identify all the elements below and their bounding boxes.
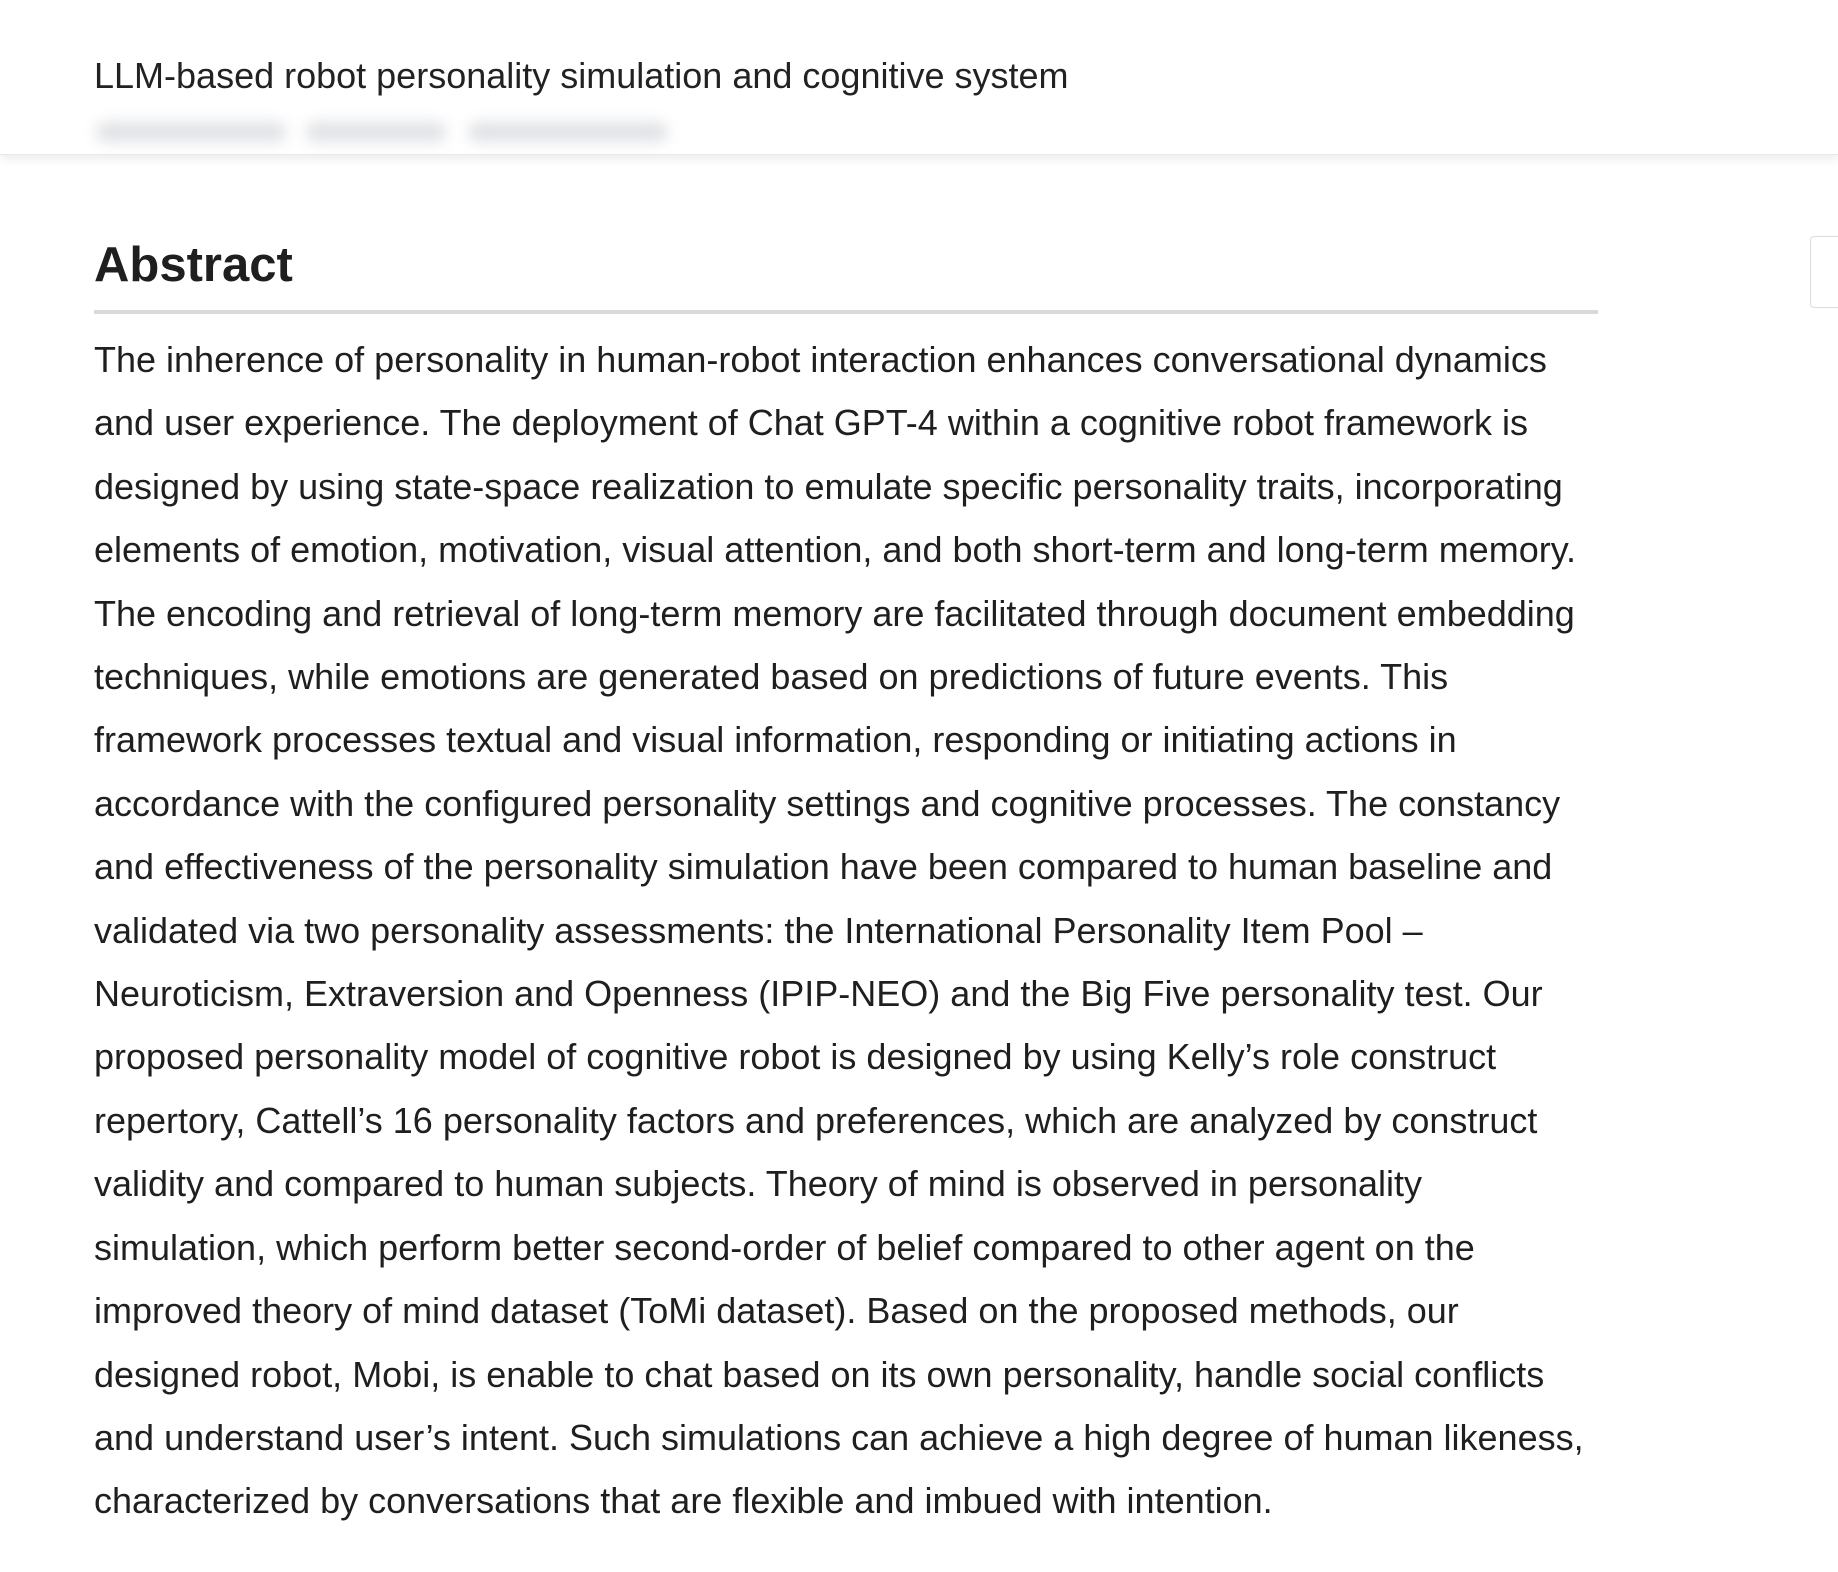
blurred-meta-segment [306,122,446,142]
blurred-meta-segment [96,122,286,142]
article-header-bar [0,0,1838,155]
heading-divider [94,310,1598,314]
abstract-heading: Abstract [94,238,293,292]
blurred-metadata [96,118,676,146]
abstract-text: The inherence of personality in human-robot interaction enhances conversational dynamics and user experience. The deployment of Chat GPT-4 within a cognitive robot framework is designed by using state-space realization to emulate specific personality traits, incorporating elements of emotion, motivation, visual attention, and both short-term and long-term memory. The encoding and retrieval of long-term memory are facilitated through document embedding techniques, while emotions are generated based on predictions of future events. This framework processes textual and visual information, responding or initiating actions in accordance with the configured personality settings and cognitive processes. The constancy and effectiveness of the personality simulation have been compared to human baseline and validated via two personality assessments: the International Personality Item Pool – Neuroticism, Extraversion and Openness (IPIP-NEO) and the Big Five personality test. Our proposed personality model of cognitive robot is designed by using Kelly’s role construct repertory, Cattell’s 16 personality factors and preferences, which are analyzed by construct validity and compared to human subjects. Theory of mind is observed in personality simulation, which perform better second-order of belief compared to other agent on the improved theory of mind dataset (ToMi dataset). Based on the proposed methods, our designed robot, Mobi, is enable to chat based on its own personality, handle social conflicts and understand user’s intent. Such simulations can achieve a high degree of human likeness, characterized by conversations that are flexible and imbued with intention. [94,339,1584,1522]
blurred-meta-segment [468,122,668,142]
side-panel-tab[interactable] [1810,236,1838,308]
abstract-section [94,230,1598,1533]
article-title[interactable]: LLM-based robot personality simulation and cognitive system [94,55,1069,96]
